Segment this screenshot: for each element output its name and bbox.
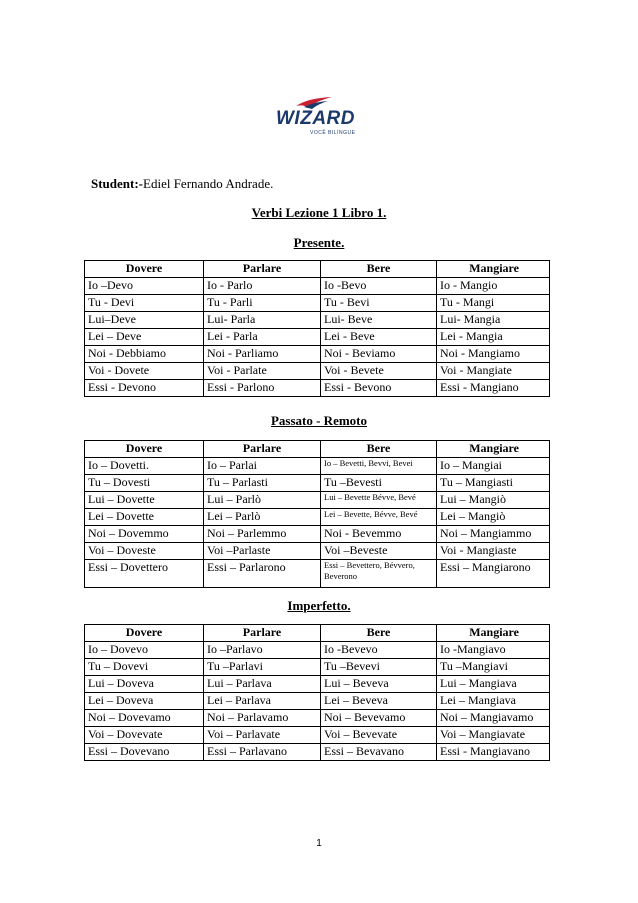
table-row bbox=[85, 659, 550, 676]
table-cell: Lui – Parlò bbox=[204, 492, 321, 509]
section-title-presente: Presente. bbox=[293, 235, 345, 250]
table-cell: Noi – Dovemmo bbox=[85, 526, 204, 543]
table-cell: Noi – Dovevamo bbox=[85, 710, 204, 727]
table-cell: Essi - Devono bbox=[85, 380, 204, 397]
table-header-row bbox=[85, 625, 550, 642]
table-cell: Io -Bevevo bbox=[321, 642, 437, 659]
table-cell: Essi - Bevono bbox=[321, 380, 437, 397]
header-parlare: Parlare bbox=[204, 441, 321, 458]
table-cell: Voi – Parlavate bbox=[204, 727, 321, 744]
table-cell: Lei - Beve bbox=[321, 329, 437, 346]
table-cell: Io - Parlo bbox=[204, 278, 321, 295]
table-cell: Lei – Dovette bbox=[85, 509, 204, 526]
table-cell: Voi - Mangiate bbox=[437, 363, 550, 380]
table-cell: Noi - Debbiamo bbox=[85, 346, 204, 363]
table-cell: Lui – Mangiò bbox=[437, 492, 550, 509]
table-cell: Tu –Bevesti bbox=[321, 475, 437, 492]
table-cell: Io -Mangiavo bbox=[437, 642, 550, 659]
table-cell: Lei - Parla bbox=[204, 329, 321, 346]
table-row bbox=[85, 543, 550, 560]
table-cell: Noi – Bevevamo bbox=[321, 710, 437, 727]
table-cell: Essi – Dovevano bbox=[85, 744, 204, 761]
wizard-logo bbox=[272, 96, 364, 142]
table-cell: Tu – Dovevi bbox=[85, 659, 204, 676]
table-cell: Lei – Doveva bbox=[85, 693, 204, 710]
page-number: 1 bbox=[316, 838, 322, 849]
table-cell: Voi - Dovete bbox=[85, 363, 204, 380]
table-row bbox=[85, 526, 550, 543]
table-cell: Noi – Parlemmo bbox=[204, 526, 321, 543]
table-cell: Tu - Mangi bbox=[437, 295, 550, 312]
header-dovere: Dovere bbox=[85, 441, 204, 458]
table-cell: Voi –Beveste bbox=[321, 543, 437, 560]
table-cell: Essi – Mangiarono bbox=[437, 560, 550, 588]
table-cell: Lui – Doveva bbox=[85, 676, 204, 693]
table-cell: Essi - Parlono bbox=[204, 380, 321, 397]
table-cell: Essi – Parlarono bbox=[204, 560, 321, 588]
student-label: Student:- bbox=[91, 176, 144, 191]
header-mangiare: Mangiare bbox=[437, 625, 550, 642]
table-cell: Lei – Deve bbox=[85, 329, 204, 346]
table-cell: Lei – Bevette, Bévve, Bevé bbox=[321, 509, 437, 526]
table-cell: Tu –Bevevi bbox=[321, 659, 437, 676]
table-cell: Essi – Bevavano bbox=[321, 744, 437, 761]
table-cell: Io – Mangiai bbox=[437, 458, 550, 475]
table-row bbox=[85, 475, 550, 492]
table-cell: Io -Bevo bbox=[321, 278, 437, 295]
header-bere: Bere bbox=[321, 441, 437, 458]
table-cell: Noi – Parlavamo bbox=[204, 710, 321, 727]
table-cell: Essi - Mangiano bbox=[437, 380, 550, 397]
table-cell: Tu –Mangiavi bbox=[437, 659, 550, 676]
table-cell: Io – Bevetti, Bevvi, Bevei bbox=[321, 458, 437, 475]
table-cell: Voi - Mangiaste bbox=[437, 543, 550, 560]
table-cell: Io - Mangio bbox=[437, 278, 550, 295]
table-cell: Lui – Dovette bbox=[85, 492, 204, 509]
table-cell: Io – Dovetti. bbox=[85, 458, 204, 475]
header-dovere: Dovere bbox=[85, 261, 204, 278]
table-cell: Voi – Bevevate bbox=[321, 727, 437, 744]
table-cell: Noi - Beviamo bbox=[321, 346, 437, 363]
table-row bbox=[85, 380, 550, 397]
table-cell: Tu - Bevi bbox=[321, 295, 437, 312]
header-parlare: Parlare bbox=[204, 625, 321, 642]
table-cell: Io –Devo bbox=[85, 278, 204, 295]
header-parlare: Parlare bbox=[204, 261, 321, 278]
table-row bbox=[85, 744, 550, 761]
table-cell: Essi - Mangiavano bbox=[437, 744, 550, 761]
table-cell: Io – Parlai bbox=[204, 458, 321, 475]
table-row bbox=[85, 560, 550, 588]
table-cell: Noi - Mangiamo bbox=[437, 346, 550, 363]
table-cell: Tu – Dovesti bbox=[85, 475, 204, 492]
table-cell: Io –Parlavo bbox=[204, 642, 321, 659]
conjugation-table-presente bbox=[84, 260, 550, 397]
table-cell: Tu – Parlasti bbox=[204, 475, 321, 492]
table-cell: Lui- Beve bbox=[321, 312, 437, 329]
table-cell: Lui – Mangiava bbox=[437, 676, 550, 693]
table-cell: Lei – Mangiava bbox=[437, 693, 550, 710]
table-row bbox=[85, 693, 550, 710]
table-cell: Io – Dovevo bbox=[85, 642, 204, 659]
table-cell: Lei – Beveva bbox=[321, 693, 437, 710]
table-cell: Lui – Beveva bbox=[321, 676, 437, 693]
table-cell: Noi - Bevemmo bbox=[321, 526, 437, 543]
student-line bbox=[91, 176, 273, 192]
main-title: Verbi Lezione 1 Libro 1. bbox=[251, 205, 387, 220]
header-mangiare: Mangiare bbox=[437, 261, 550, 278]
table-cell: Lei – Mangiò bbox=[437, 509, 550, 526]
header-bere: Bere bbox=[321, 261, 437, 278]
table-row bbox=[85, 458, 550, 475]
table-row bbox=[85, 295, 550, 312]
table-cell: Tu – Mangiasti bbox=[437, 475, 550, 492]
table-cell: Essi – Parlavano bbox=[204, 744, 321, 761]
table-cell: Lei - Mangia bbox=[437, 329, 550, 346]
table-cell: Voi – Dovevate bbox=[85, 727, 204, 744]
table-row bbox=[85, 312, 550, 329]
table-row bbox=[85, 676, 550, 693]
table-cell: Noi - Parliamo bbox=[204, 346, 321, 363]
table-cell: Lui- Mangia bbox=[437, 312, 550, 329]
table-row bbox=[85, 346, 550, 363]
header-dovere: Dovere bbox=[85, 625, 204, 642]
header-bere: Bere bbox=[321, 625, 437, 642]
conjugation-table-imperfetto bbox=[84, 624, 550, 761]
table-cell: Essi – Dovettero bbox=[85, 560, 204, 588]
table-row bbox=[85, 642, 550, 659]
table-row bbox=[85, 278, 550, 295]
table-cell: Voi – Mangiavate bbox=[437, 727, 550, 744]
section-title-passato-remoto: Passato - Remoto bbox=[270, 413, 368, 428]
table-cell: Voi –Parlaste bbox=[204, 543, 321, 560]
table-cell: Voi – Doveste bbox=[85, 543, 204, 560]
table-cell: Lei – Parlò bbox=[204, 509, 321, 526]
table-cell: Voi - Parlate bbox=[204, 363, 321, 380]
table-cell: Lui–Deve bbox=[85, 312, 204, 329]
table-cell: Lui – Parlava bbox=[204, 676, 321, 693]
table-header-row bbox=[85, 261, 550, 278]
table-cell: Noi – Mangiavamo bbox=[437, 710, 550, 727]
table-cell: Lei – Parlava bbox=[204, 693, 321, 710]
conjugation-table-passato-remoto bbox=[84, 440, 550, 588]
table-cell: Tu - Parli bbox=[204, 295, 321, 312]
table-row bbox=[85, 727, 550, 744]
table-row bbox=[85, 363, 550, 380]
table-header-row bbox=[85, 441, 550, 458]
table-cell: Tu - Devi bbox=[85, 295, 204, 312]
table-row bbox=[85, 492, 550, 509]
table-cell: Lui- Parla bbox=[204, 312, 321, 329]
table-row bbox=[85, 710, 550, 727]
student-name: Ediel Fernando Andrade. bbox=[143, 176, 274, 191]
table-cell: Tu –Parlavi bbox=[204, 659, 321, 676]
table-cell: Noi – Mangiammo bbox=[437, 526, 550, 543]
logo-word: WIZARD bbox=[276, 108, 355, 129]
table-cell: Voi - Bevete bbox=[321, 363, 437, 380]
section-title-imperfetto: Imperfetto. bbox=[287, 598, 351, 613]
logo-tagline: VOCÊ BILÍNGUE bbox=[310, 130, 356, 136]
table-row bbox=[85, 329, 550, 346]
header-mangiare: Mangiare bbox=[437, 441, 550, 458]
table-cell: Essi – Bevettero, Bévvero, Beverono bbox=[321, 560, 437, 588]
table-cell: Lui – Bevette Bévve, Bevé bbox=[321, 492, 437, 509]
table-row bbox=[85, 509, 550, 526]
